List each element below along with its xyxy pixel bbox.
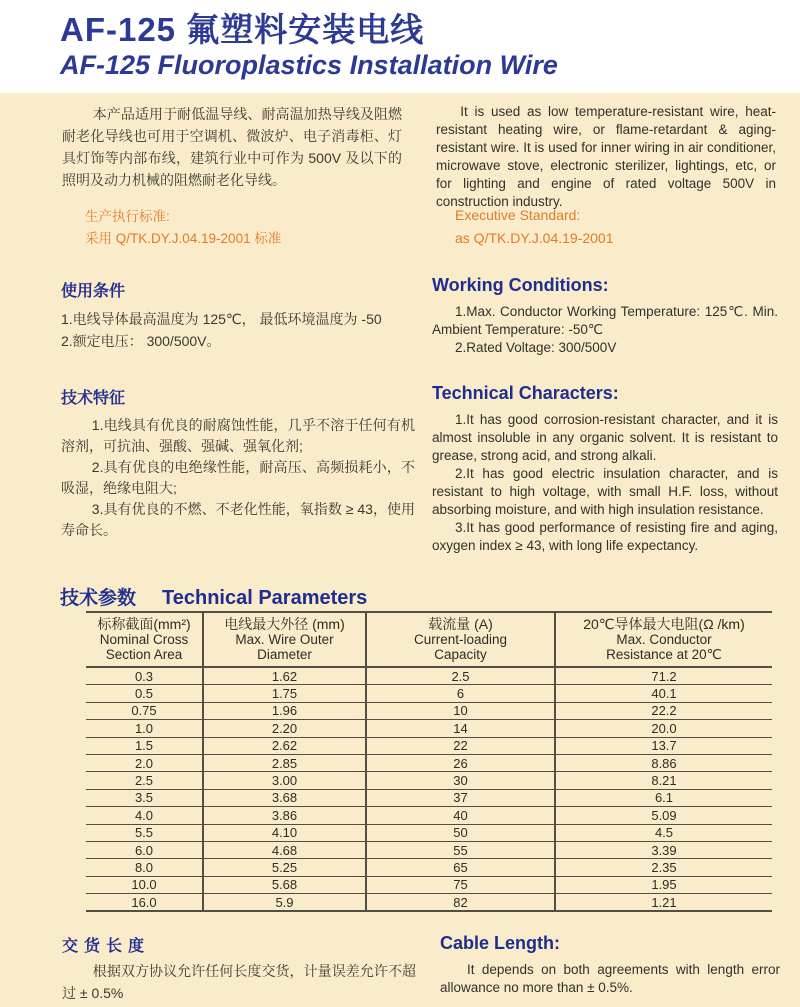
table-cell: 10 <box>366 702 555 719</box>
column-header-en: Max. Wire Outer <box>235 632 334 647</box>
character-item: 1.It has good corrosion-resistant character, and it is almost insoluble in any organic solvent. It is resistant to grease, strong acid, and strong alkali. <box>432 412 778 463</box>
table-cell: 10.0 <box>86 876 203 893</box>
table-cell: 4.68 <box>203 841 366 858</box>
cable-length-en <box>440 933 780 997</box>
table-cell: 0.5 <box>86 685 203 702</box>
parameters-title-en: Technical Parameters <box>162 587 368 609</box>
table-cell: 30 <box>366 772 555 789</box>
table-row <box>86 702 772 719</box>
column-header-en: Diameter <box>257 647 312 662</box>
table-cell: 1.5 <box>86 737 203 754</box>
column-header-en: Max. Conductor <box>616 632 712 647</box>
table-row <box>86 720 772 737</box>
table-row <box>86 737 772 754</box>
cable-length-text-zh: 根据双方协议允许任何长度交货，计量误差允许不超过 ± 0.5% <box>62 963 416 1001</box>
table-row <box>86 685 772 702</box>
column-header-max-conductor-resistance <box>555 612 772 667</box>
parameters-title-zh: 技术参数 <box>60 588 137 609</box>
column-header-zh: 载流量 (A) <box>428 616 493 632</box>
table-cell: 3.68 <box>203 789 366 806</box>
column-header-max-wire-outer-diameter <box>203 612 366 667</box>
table-row <box>86 772 772 789</box>
column-header-en: Current-loading <box>413 632 508 647</box>
table-cell: 3.39 <box>555 841 772 858</box>
column-header-zh: 20℃导体最大电阻(Ω /km) <box>583 616 745 632</box>
table-cell: 22 <box>366 737 555 754</box>
table-cell: 55 <box>366 841 555 858</box>
table-cell: 8.21 <box>555 772 772 789</box>
table-cell: 13.7 <box>555 737 772 754</box>
technical-characters-en <box>432 383 778 555</box>
table-row <box>86 754 772 771</box>
executive-standard-zh <box>85 206 281 250</box>
table-cell: 1.0 <box>86 720 203 737</box>
table-cell: 3.5 <box>86 789 203 806</box>
technical-parameters-heading <box>60 583 367 610</box>
table-cell: 2.20 <box>203 720 366 737</box>
table-row <box>86 807 772 824</box>
table-cell: 6.0 <box>86 841 203 858</box>
table-cell: 1.21 <box>555 894 772 912</box>
character-item: 2.It has good electric insulation character, and is resistant to high voltage, with small H.F. loss, without absorbing moisture, and with high insulation resistance. <box>432 466 778 517</box>
page-title-en: AF-125 Fluoroplastics Installation Wire <box>60 50 558 80</box>
table-cell: 65 <box>366 859 555 876</box>
condition-item: 2.额定电压： 300/500V。 <box>61 333 221 349</box>
table-cell: 4.5 <box>555 824 772 841</box>
table-cell: 40 <box>366 807 555 824</box>
table-cell: 1.95 <box>555 876 772 893</box>
table-cell: 14 <box>366 720 555 737</box>
table-cell: 50 <box>366 824 555 841</box>
character-item: 1.电线具有优良的耐腐蚀性能，几乎不溶于任何有机溶剂，可抗油、强酸、强碱、强氧化剂; <box>61 417 415 454</box>
table-row <box>86 667 772 685</box>
table-cell: 3.86 <box>203 807 366 824</box>
table-cell: 2.35 <box>555 859 772 876</box>
table-cell: 26 <box>366 754 555 771</box>
table-cell: 8.86 <box>555 754 772 771</box>
condition-item: 1.Max. Conductor Working Temperature: 125℃. Min. Ambient Temperature: -50℃ <box>432 304 778 337</box>
table-cell: 82 <box>366 894 555 912</box>
table-cell: 6.1 <box>555 789 772 806</box>
table-cell: 2.5 <box>86 772 203 789</box>
column-header-en: Resistance at 20℃ <box>606 647 722 662</box>
column-header-en: Section Area <box>105 647 183 662</box>
table-cell: 5.25 <box>203 859 366 876</box>
column-header-current-loading-capacity <box>366 612 555 667</box>
table-cell: 5.09 <box>555 807 772 824</box>
table-cell: 2.62 <box>203 737 366 754</box>
column-header-nominal-cross-section <box>86 612 203 667</box>
section-heading-zh: 技术特征 <box>61 390 126 407</box>
table-cell: 20.0 <box>555 720 772 737</box>
technical-parameters-table <box>86 611 772 912</box>
table-cell: 6 <box>366 685 555 702</box>
table-cell: 2.85 <box>203 754 366 771</box>
section-heading-zh: 使用条件 <box>61 283 126 300</box>
table-cell: 0.75 <box>86 702 203 719</box>
table-cell: 5.5 <box>86 824 203 841</box>
working-conditions-en <box>432 275 778 357</box>
page-title-zh: AF-125 氟塑料安装电线 <box>60 11 425 48</box>
intro-paragraph-en <box>436 103 776 211</box>
table-cell: 75 <box>366 876 555 893</box>
table-row <box>86 841 772 858</box>
executive-standard-en <box>455 204 614 250</box>
table-cell: 37 <box>366 789 555 806</box>
table-cell: 5.9 <box>203 894 366 912</box>
column-header-zh: 标称截面(mm²) <box>97 616 191 632</box>
table-cell: 4.0 <box>86 807 203 824</box>
cable-length-zh <box>62 933 416 1004</box>
table-cell: 2.5 <box>366 667 555 685</box>
intro-text-zh: 本产品适用于耐低温导线、耐高温加热导线及阻燃耐老化导线也可用于空调机、微波炉、电子消毒柜、灯具灯饰等内部布线，建筑行业中可作为 500V 及以下的照明及动力机械的阻燃耐老化导线。 <box>62 106 402 188</box>
table-cell: 5.68 <box>203 876 366 893</box>
cable-length-text-en: It depends on both agreements with length error allowance no more than ± 0.5%. <box>440 962 780 995</box>
table-row <box>86 859 772 876</box>
column-header-en: Capacity <box>434 647 487 662</box>
section-heading-en: Cable Length: <box>440 933 560 953</box>
table-cell: 4.10 <box>203 824 366 841</box>
section-heading-en: Technical Characters: <box>432 383 619 403</box>
character-item: 3.It has good performance of resisting fire and aging, oxygen index ≥ 43, with long life expectancy. <box>432 520 778 553</box>
table-header-row <box>86 612 772 667</box>
standard-label-zh: 生产执行标准: <box>85 209 170 224</box>
table-cell: 40.1 <box>555 685 772 702</box>
table-row <box>86 876 772 893</box>
table-row <box>86 824 772 841</box>
working-conditions-zh <box>61 278 417 352</box>
character-item: 3.具有优良的不燃、不老化性能，氧指数 ≥ 43，使用寿命长。 <box>61 501 415 538</box>
table-cell: 2.0 <box>86 754 203 771</box>
character-item: 2.具有优良的电绝缘性能，耐高压、高频损耗小，不吸湿，绝缘电阻大; <box>61 459 415 496</box>
column-header-zh: 电线最大外径 (mm) <box>224 616 345 632</box>
condition-item: 1.电线导体最高温度为 125℃， 最低环境温度为 -50 <box>61 311 382 327</box>
intro-paragraph-zh <box>62 103 402 191</box>
table-cell: 3.00 <box>203 772 366 789</box>
parameters-table-body <box>86 667 772 911</box>
technical-characters-zh <box>61 385 415 541</box>
section-heading-en: Working Conditions: <box>432 275 609 295</box>
table-row <box>86 894 772 912</box>
standard-label-en: Executive Standard: <box>455 207 581 223</box>
standard-value-zh: 采用 Q/TK.DY.J.04.19-2001 标准 <box>85 231 282 246</box>
condition-item: 2.Rated Voltage: 300/500V <box>454 340 617 355</box>
table-cell: 71.2 <box>555 667 772 685</box>
section-heading-zh: 交货长度 <box>62 938 151 955</box>
table-cell: 1.96 <box>203 702 366 719</box>
table-cell: 22.2 <box>555 702 772 719</box>
table-row <box>86 789 772 806</box>
table-cell: 1.75 <box>203 685 366 702</box>
table-cell: 16.0 <box>86 894 203 912</box>
table-cell: 1.62 <box>203 667 366 685</box>
column-header-en: Nominal Cross <box>99 632 189 647</box>
table-cell: 8.0 <box>86 859 203 876</box>
standard-value-en: as Q/TK.DY.J.04.19-2001 <box>455 230 614 246</box>
intro-text-en: It is used as low temperature-resistant wire, heat-resistant heating wire, or flame-retardant & aging-resistant wire. It is used for inner wiring in air conditioner, microwave stove, electronic sterilizer, lightings, etc, or for lighting and engine of rated voltage 500V in construction industry. <box>436 104 776 209</box>
table-cell: 0.3 <box>86 667 203 685</box>
